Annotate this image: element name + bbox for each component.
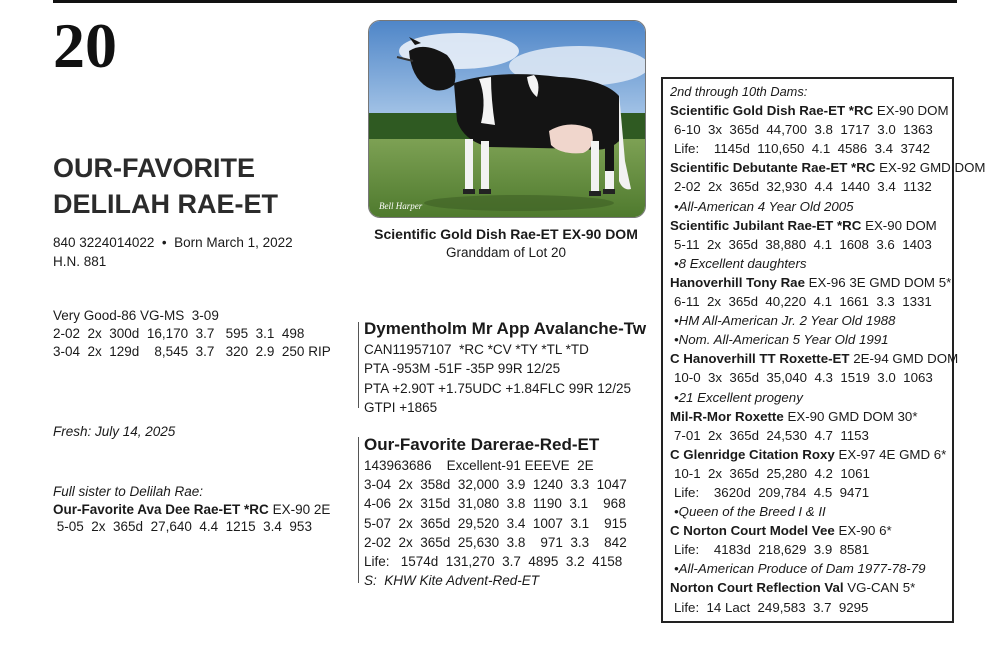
ancestor-record: 10-0 3x 365d 35,040 4.3 1519 3.0 1063	[674, 370, 933, 386]
ancestor-record: 2-02 2x 365d 32,930 4.4 1440 3.4 1132	[674, 179, 932, 195]
ancestor-classification: EX-90 DOM	[873, 103, 949, 119]
ancestor-record: Life: 1145d 110,650 4.1 4586 3.4 3742	[674, 141, 931, 157]
ancestor-name: C Glenridge Citation Roxy	[670, 446, 835, 462]
ancestor-record: 7-01 2x 365d 24,530 4.7 1153	[674, 427, 869, 443]
ancestor-record: 6-10 3x 365d 44,700 3.8 1717 3.0 1363	[674, 122, 933, 138]
sister-name: Our-Favorite Ava Dee Rae-ET *RC	[53, 501, 269, 517]
cow-illustration	[369, 21, 645, 217]
photo-caption-subtitle: Granddam of Lot 20	[445, 245, 567, 260]
registration-number: 840 3224014022	[53, 235, 155, 250]
animal-name-line2: DELILAH RAE-ET	[53, 189, 278, 219]
top-rule	[53, 0, 957, 3]
sister-class: EX-90 2E	[268, 501, 331, 517]
ancestor-note: •All-American Produce of Dam 1977-78-79	[674, 561, 926, 577]
ancestor-classification: EX-90 6*	[834, 523, 892, 539]
record-line: 2-02 2x 300d 16,170 3.7 595 3.1 498	[53, 326, 305, 341]
ancestor-name: C Norton Court Model Vee	[670, 523, 835, 539]
animal-name	[53, 150, 278, 222]
sire-name: Dymentholm Mr App Avalanche-Tw	[364, 319, 647, 338]
ancestor-note: •21 Excellent progeny	[674, 389, 803, 405]
animal-name-line1: OUR-FAVORITE	[53, 153, 255, 183]
sire-divider	[358, 322, 359, 408]
dam-entry-name	[670, 273, 986, 292]
birth-date: Born March 1, 2022	[174, 235, 293, 250]
sire-line: PTA -953M -51F -35P 99R 12/25	[364, 361, 561, 377]
ancestor-name: Scientific Gold Dish Rae-ET *RC	[670, 103, 874, 119]
record-line: 3-04 2x 129d 8,545 3.7 320 2.9 250 RIP	[53, 344, 331, 359]
ancestor-record: Life: 4183d 218,629 3.9 8581	[674, 542, 870, 558]
ancestor-classification: EX-90 DOM	[861, 217, 937, 233]
sister-record: 5-05 2x 365d 27,640 4.4 1215 3.4 953	[53, 519, 312, 534]
dam-line: 5-07 2x 365d 29,520 3.4 1007 3.1 915	[364, 515, 627, 531]
sire-line: PTA +2.90T +1.75UDC +1.84FLC 99R 12/25	[364, 380, 632, 396]
ancestor-note: •Nom. All-American 5 Year Old 1991	[674, 332, 889, 348]
sister-info	[53, 483, 330, 536]
ancestor-name: Scientific Jubilant Rae-ET *RC	[670, 217, 862, 233]
dam-divider	[358, 437, 359, 583]
sire-line: CAN11957107 *RC *CV *TY *TL *TD	[364, 342, 589, 357]
ancestor-name: Norton Court Reflection Val	[670, 580, 844, 596]
sister-intro: Full sister to Delilah Rae:	[53, 484, 204, 499]
sire-line: GTPI +1865	[364, 400, 438, 416]
dams-list	[670, 82, 986, 617]
ancestor-record: 10-1 2x 365d 25,280 4.2 1061	[674, 465, 870, 481]
lot-number: 20	[53, 10, 117, 81]
ancestor-classification: 2E-94 GMD DOM	[849, 351, 959, 367]
dam-entry-name	[670, 578, 986, 597]
ancestor-record: Life: 3620d 209,784 4.5 9471	[674, 484, 870, 500]
dam-entry-name	[670, 158, 986, 177]
ancestor-name: Scientific Debutante Rae-ET *RC	[670, 160, 876, 176]
dam-line: 2-02 2x 365d 25,630 3.8 971 3.3 842	[364, 534, 627, 550]
dams-header: 2nd through 10th Dams:	[670, 84, 808, 99]
dam-entry-name	[670, 349, 986, 368]
dam-line: Life: 1574d 131,270 3.7 4895 3.2 4158	[364, 554, 623, 570]
cow-photo	[368, 20, 646, 218]
photo-caption-title: Scientific Gold Dish Rae-ET EX-90 DOM	[374, 226, 638, 242]
dam-entry-name	[670, 445, 986, 464]
ancestor-classification: EX-96 3E GMD DOM 5*	[804, 274, 952, 290]
dam-line: 4-06 2x 315d 31,080 3.8 1190 3.1 968	[364, 496, 626, 512]
ancestor-classification: EX-92 GMD DOM	[875, 160, 986, 176]
sire-block	[364, 318, 646, 418]
ancestor-record: Life: 14 Lact 249,583 3.7 9295	[674, 599, 869, 615]
ancestor-classification: EX-90 GMD DOM 30*	[783, 408, 918, 424]
animal-records	[53, 307, 331, 361]
dam-entry-name	[670, 521, 986, 540]
ancestor-note: •HM All-American Jr. 2 Year Old 1988	[674, 313, 896, 329]
ancestor-record: 6-11 2x 365d 40,220 4.1 1661 3.3 1331	[674, 294, 932, 310]
ancestor-note: •8 Excellent daughters	[674, 255, 807, 271]
dam-entry-name	[670, 216, 986, 235]
dam-block	[364, 434, 627, 590]
ancestor-note: •Queen of the Breed I & II	[674, 504, 826, 520]
dam-entry-name	[670, 101, 986, 120]
ancestor-classification: VG-CAN 5*	[843, 580, 916, 596]
dam-line: 143963686 Excellent-91 EEEVE 2E	[364, 458, 594, 473]
ancestor-name: Hanoverhill Tony Rae	[670, 274, 805, 290]
classification: Very Good-86 VG-MS 3-09	[53, 308, 219, 323]
dam-entry-name	[670, 407, 986, 426]
ancestor-classification: EX-97 4E GMD 6*	[834, 446, 947, 462]
herd-number: H.N. 881	[53, 254, 107, 269]
fresh-date: Fresh: July 14, 2025	[53, 424, 176, 439]
ancestor-record: 5-11 2x 365d 38,880 4.1 1608 3.6 1403	[674, 236, 932, 252]
dam-sire-note: S: KHW Kite Advent-Red-ET	[364, 573, 540, 589]
ancestor-note: •All-American 4 Year Old 2005	[674, 198, 854, 214]
dam-name: Our-Favorite Darerae-Red-ET	[364, 435, 600, 454]
ancestor-name: C Hanoverhill TT Roxette-ET	[670, 351, 850, 367]
animal-id: 840 3224014022 • Born March 1, 2022 H.N. 881	[53, 235, 293, 269]
ancestor-name: Mil-R-Mor Roxette	[670, 408, 784, 424]
dam-line: 3-04 2x 358d 32,000 3.9 1240 3.3 1047	[364, 477, 627, 493]
photographer-signature: Bell Harper	[379, 201, 423, 211]
